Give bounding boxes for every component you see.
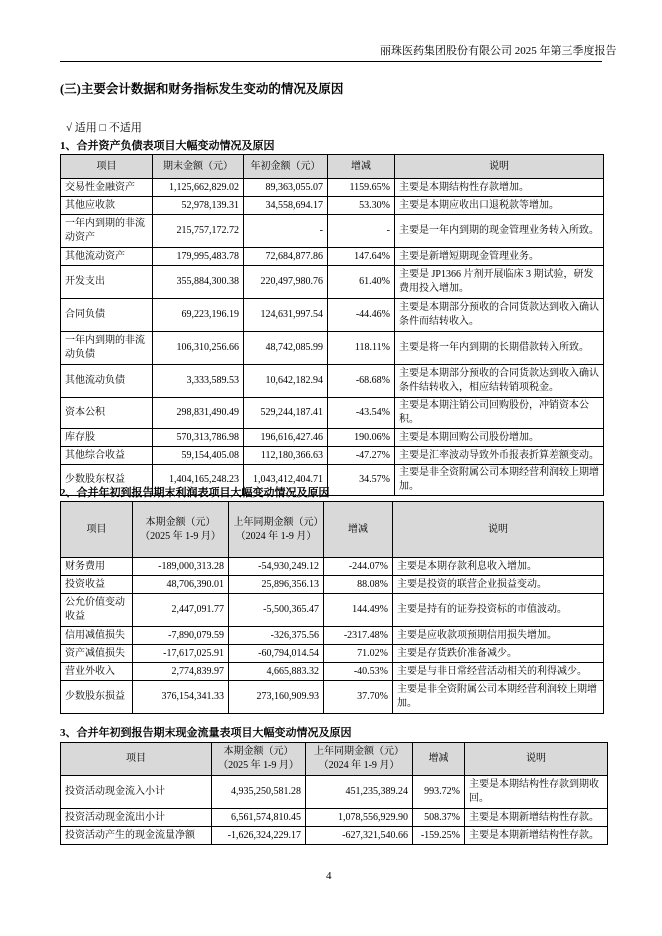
- table-row: [61, 576, 604, 594]
- item-cell: 投资活动现金流出小计: [61, 809, 212, 827]
- current-amount-cell: -189,000,313.28: [133, 558, 229, 576]
- table-row: [61, 179, 604, 197]
- change-cell: -244.07%: [324, 558, 393, 576]
- column-header: 上年同期金额（元）（2024 年 1-9 月）: [229, 502, 324, 558]
- change-cell: 53.30%: [328, 197, 395, 215]
- current-amount-cell: 1,404,165,248.23: [153, 465, 244, 496]
- explanation-cell: 主要是非全资附属公司本期经营利润较上期增加。: [395, 465, 604, 496]
- explanation-cell: 主要是新增短期现金管理业务。: [395, 248, 604, 266]
- prior-amount-cell: 112,180,366.63: [244, 447, 328, 465]
- page-number: 4: [326, 870, 332, 882]
- prior-amount-cell: 273,160,909.93: [229, 681, 324, 714]
- explanation-cell: 主要是本期存款利息收入增加。: [393, 558, 604, 576]
- prior-amount-cell: 529,244,187.41: [244, 398, 328, 429]
- table-row: [61, 447, 604, 465]
- prior-amount-cell: -54,930,249.12: [229, 558, 324, 576]
- change-cell: -47.27%: [328, 447, 395, 465]
- item-cell: 其他流动资产: [61, 248, 153, 266]
- current-amount-cell: -7,890,079.59: [133, 627, 229, 645]
- current-amount-cell: 2,447,091.77: [133, 594, 229, 627]
- prior-amount-cell: 72,684,877.86: [244, 248, 328, 266]
- column-header: 项目: [61, 743, 212, 776]
- explanation-cell: 主要是存货跌价准备减少。: [393, 645, 604, 663]
- current-amount-cell: 48,706,390.01: [133, 576, 229, 594]
- column-header: 增减: [328, 155, 395, 179]
- table-row: [61, 197, 604, 215]
- current-amount-cell: 179,995,483.78: [153, 248, 244, 266]
- cash-flow-title: 3、合并年初到报告期末现金流量表项目大幅变动情况及原因: [60, 727, 352, 739]
- explanation-cell: 主要是本期新增结构性存款。: [465, 809, 608, 827]
- current-amount-cell: 1,125,662,829.02: [153, 179, 244, 197]
- table-row: [61, 827, 608, 845]
- change-cell: 147.64%: [328, 248, 395, 266]
- table-header-row: [61, 155, 604, 179]
- explanation-cell: 主要是本期结构性存款到期收回。: [465, 776, 608, 809]
- table-row: [61, 299, 604, 332]
- current-amount-cell: 3,333,589.53: [153, 365, 244, 398]
- explanation-cell: 主要是本期回购公司股份增加。: [395, 429, 604, 447]
- prior-amount-cell: -: [244, 215, 328, 248]
- current-amount-cell: 355,884,300.38: [153, 266, 244, 299]
- table-row: [61, 681, 604, 714]
- item-cell: 资产减值损失: [61, 645, 133, 663]
- prior-amount-cell: 4,665,883.32: [229, 663, 324, 681]
- report-header: 丽珠医药集团股份有限公司 2025 年第三季度报告: [380, 45, 617, 57]
- column-header: 项目: [61, 155, 153, 179]
- table-row: [61, 663, 604, 681]
- change-cell: 144.49%: [324, 594, 393, 627]
- change-cell: -40.53%: [324, 663, 393, 681]
- item-cell: 营业外收入: [61, 663, 133, 681]
- explanation-cell: 主要是本期注销公司回购股份，冲销资本公积。: [395, 398, 604, 429]
- current-amount-cell: 376,154,341.33: [133, 681, 229, 714]
- table-row: [61, 627, 604, 645]
- change-cell: 61.40%: [328, 266, 395, 299]
- column-header: 说明: [465, 743, 608, 776]
- change-cell: 37.70%: [324, 681, 393, 714]
- change-cell: 71.02%: [324, 645, 393, 663]
- prior-amount-cell: -5,500,365.47: [229, 594, 324, 627]
- change-cell: -44.46%: [328, 299, 395, 332]
- item-cell: 一年内到期的非流动负债: [61, 332, 153, 365]
- table-row: [61, 558, 604, 576]
- item-cell: 公允价值变动收益: [61, 594, 133, 627]
- column-header: 上年同期金额（元）（2024 年 1-9 月）: [306, 743, 413, 776]
- income-statement-title: 2、合并年初到报告期末利润表项目大幅变动情况及原因: [60, 487, 330, 499]
- table-row: [61, 429, 604, 447]
- item-cell: 资本公积: [61, 398, 153, 429]
- table-row: [61, 266, 604, 299]
- item-cell: 投资活动产生的现金流量净额: [61, 827, 212, 845]
- prior-amount-cell: 124,631,997.54: [244, 299, 328, 332]
- income-statement-table: [60, 501, 604, 714]
- item-cell: 投资活动现金流入小计: [61, 776, 212, 809]
- explanation-cell: 主要是持有的证券投资标的市值波动。: [393, 594, 604, 627]
- header-divider: [60, 61, 602, 62]
- change-cell: -68.68%: [328, 365, 395, 398]
- column-header: 年初金额（元）: [244, 155, 328, 179]
- explanation-cell: 主要是一年内到期的现金管理业务转入所致。: [395, 215, 604, 248]
- explanation-cell: 主要是本期部分预收的合同货款达到收入确认条件结转收入，相应结转销项税金。: [395, 365, 604, 398]
- prior-amount-cell: 1,043,412,404.71: [244, 465, 328, 496]
- current-amount-cell: 570,313,786.98: [153, 429, 244, 447]
- column-header: 项目: [61, 502, 133, 558]
- item-cell: 交易性金融资产: [61, 179, 153, 197]
- item-cell: 其他综合收益: [61, 447, 153, 465]
- change-cell: 118.11%: [328, 332, 395, 365]
- item-cell: 其他应收款: [61, 197, 153, 215]
- change-cell: 34.57%: [328, 465, 395, 496]
- column-header: 增减: [324, 502, 393, 558]
- table-header-row: [61, 502, 604, 558]
- prior-amount-cell: 10,642,182.94: [244, 365, 328, 398]
- column-header: 期末金额（元）: [153, 155, 244, 179]
- explanation-cell: 主要是本期部分预收的合同货款达到收入确认条件而结转收入。: [395, 299, 604, 332]
- change-cell: 993.72%: [413, 776, 465, 809]
- column-header: 本期金额（元）（2025 年 1-9 月）: [212, 743, 306, 776]
- table-row: [61, 776, 608, 809]
- explanation-cell: 主要是投资的联营企业损益变动。: [393, 576, 604, 594]
- item-cell: 少数股东损益: [61, 681, 133, 714]
- change-cell: -: [328, 215, 395, 248]
- table-row: [61, 398, 604, 429]
- item-cell: 少数股东权益: [61, 465, 153, 496]
- item-cell: 信用减值损失: [61, 627, 133, 645]
- explanation-cell: 主要是本期应收出口退税款等增加。: [395, 197, 604, 215]
- explanation-cell: 主要是非全资附属公司本期经营利润较上期增加。: [393, 681, 604, 714]
- item-cell: 合同负债: [61, 299, 153, 332]
- explanation-cell: 主要是与非日常经营活动相关的利得减少。: [393, 663, 604, 681]
- change-cell: 508.37%: [413, 809, 465, 827]
- prior-amount-cell: 25,896,356.13: [229, 576, 324, 594]
- prior-amount-cell: 34,558,694.17: [244, 197, 328, 215]
- item-cell: 一年内到期的非流动资产: [61, 215, 153, 248]
- table-row: [61, 645, 604, 663]
- column-header: 说明: [395, 155, 604, 179]
- table-row: [61, 215, 604, 248]
- change-cell: 1159.65%: [328, 179, 395, 197]
- prior-amount-cell: 196,616,427.46: [244, 429, 328, 447]
- cash-flow-table: [60, 742, 608, 845]
- item-cell: 财务费用: [61, 558, 133, 576]
- table-row: [61, 365, 604, 398]
- explanation-cell: 主要是应收款项预期信用损失增加。: [393, 627, 604, 645]
- balance-sheet-table: [60, 154, 604, 496]
- current-amount-cell: 69,223,196.19: [153, 299, 244, 332]
- explanation-cell: 主要是本期新增结构性存款。: [465, 827, 608, 845]
- current-amount-cell: 6,561,574,810.45: [212, 809, 306, 827]
- explanation-cell: 主要是将一年内到期的长期借款转入所致。: [395, 332, 604, 365]
- current-amount-cell: 59,154,405.08: [153, 447, 244, 465]
- prior-amount-cell: 1,078,556,929.90: [306, 809, 413, 827]
- explanation-cell: 主要是本期结构性存款增加。: [395, 179, 604, 197]
- applicability-note: √ 适用 □ 不适用: [66, 122, 142, 134]
- current-amount-cell: 106,310,256.66: [153, 332, 244, 365]
- current-amount-cell: 298,831,490.49: [153, 398, 244, 429]
- column-header: 增减: [413, 743, 465, 776]
- change-cell: -2317.48%: [324, 627, 393, 645]
- item-cell: 投资收益: [61, 576, 133, 594]
- table-row: [61, 332, 604, 365]
- column-header: 本期金额（元）（2025 年 1-9 月）: [133, 502, 229, 558]
- current-amount-cell: 215,757,172.72: [153, 215, 244, 248]
- change-cell: 88.08%: [324, 576, 393, 594]
- prior-amount-cell: -60,794,014.54: [229, 645, 324, 663]
- explanation-cell: 主要是汇率波动导致外币报表折算差额变动。: [395, 447, 604, 465]
- change-cell: 190.06%: [328, 429, 395, 447]
- item-cell: 库存股: [61, 429, 153, 447]
- prior-amount-cell: -627,321,540.66: [306, 827, 413, 845]
- item-cell: 其他流动负债: [61, 365, 153, 398]
- explanation-cell: 主要是 JP1366 片剂开展临床 3 期试验，研发费用投入增加。: [395, 266, 604, 299]
- current-amount-cell: -17,617,025.91: [133, 645, 229, 663]
- change-cell: -159.25%: [413, 827, 465, 845]
- change-cell: -43.54%: [328, 398, 395, 429]
- table-row: [61, 594, 604, 627]
- column-header: 说明: [393, 502, 604, 558]
- item-cell: 开发支出: [61, 266, 153, 299]
- table-row: [61, 809, 608, 827]
- table-header-row: [61, 743, 608, 776]
- table-row: [61, 248, 604, 266]
- current-amount-cell: 2,774,839.97: [133, 663, 229, 681]
- section-title: (三)主要会计数据和财务指标发生变动的情况及原因: [60, 82, 344, 96]
- prior-amount-cell: -326,375.56: [229, 627, 324, 645]
- balance-sheet-title: 1、合并资产负债表项目大幅变动情况及原因: [60, 140, 275, 152]
- prior-amount-cell: 451,235,389.24: [306, 776, 413, 809]
- prior-amount-cell: 89,363,055.07: [244, 179, 328, 197]
- current-amount-cell: -1,626,324,229.17: [212, 827, 306, 845]
- current-amount-cell: 52,978,139.31: [153, 197, 244, 215]
- prior-amount-cell: 48,742,085.99: [244, 332, 328, 365]
- prior-amount-cell: 220,497,980.76: [244, 266, 328, 299]
- current-amount-cell: 4,935,250,581.28: [212, 776, 306, 809]
